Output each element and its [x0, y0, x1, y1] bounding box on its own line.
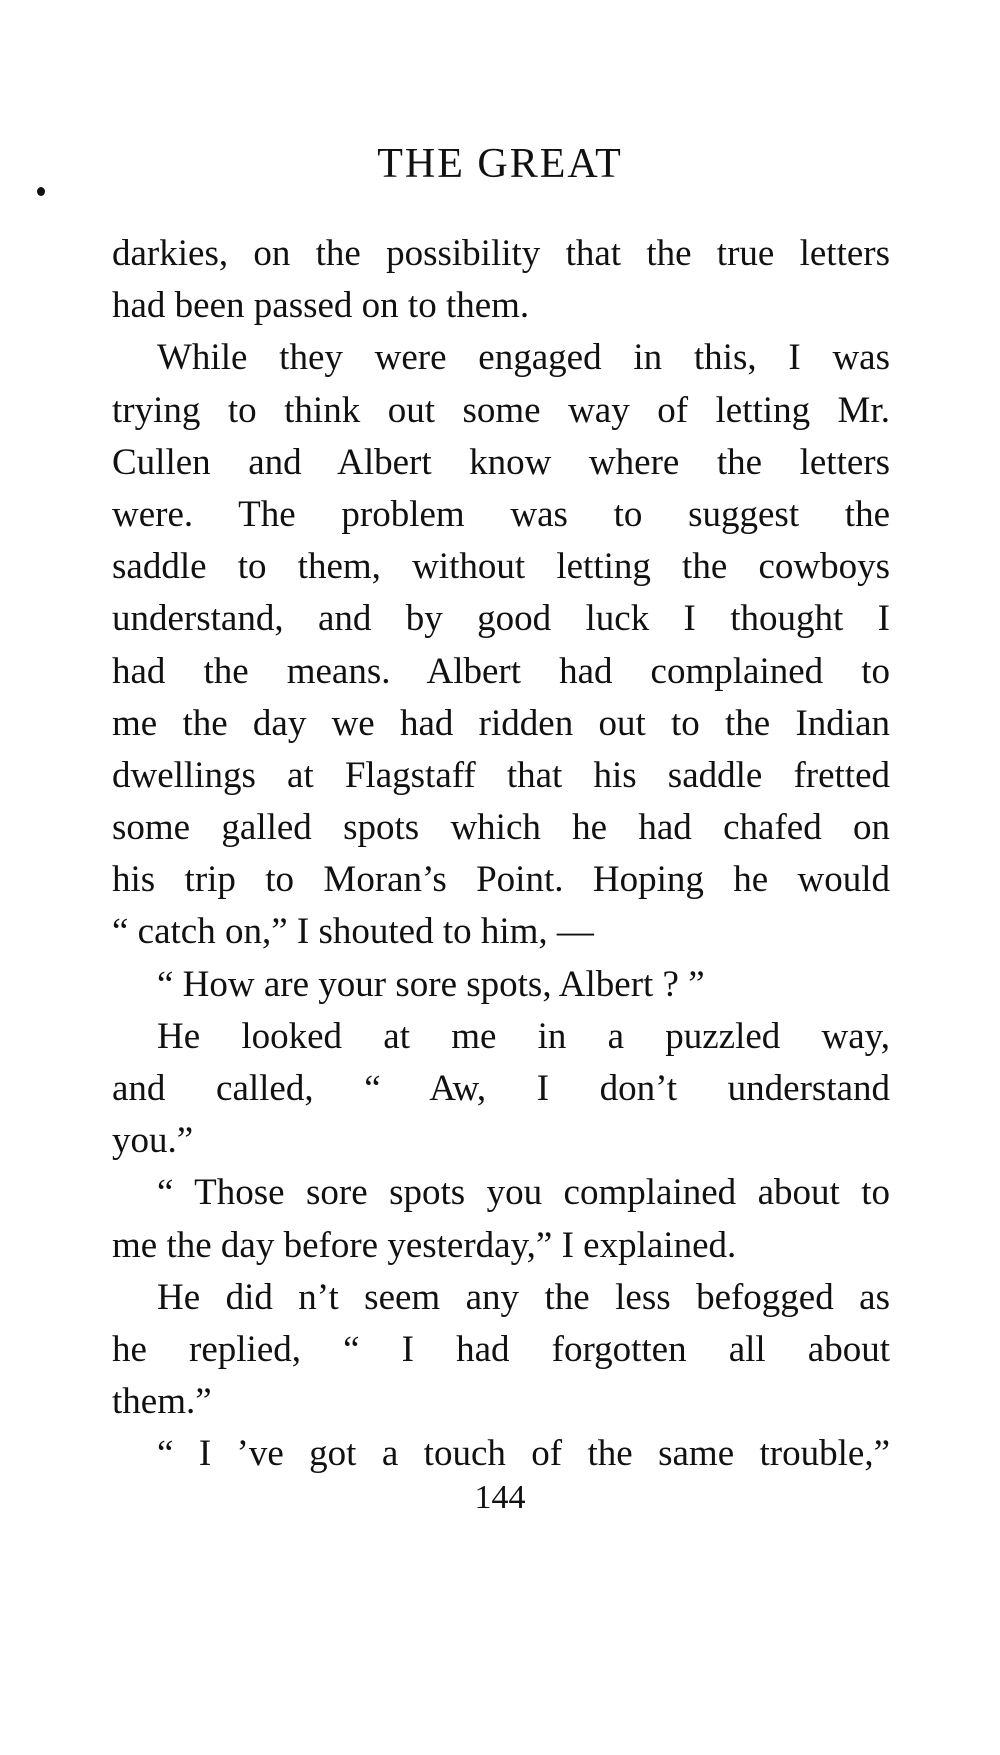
page-number: 144: [474, 1479, 526, 1516]
text-line: them.”: [112, 1381, 212, 1423]
body-text: [112, 228, 890, 1481]
text-line: “ catch on,” I shouted to him, —: [112, 911, 594, 953]
ink-speck: [37, 187, 45, 196]
text-line: had the means. Albert had complained to: [112, 650, 890, 692]
text-line: were. The problem was to suggest the: [112, 493, 890, 535]
text-line: some galled spots which he had chafed on: [112, 807, 890, 849]
text-line: “ I ’ve got a touch of the same trouble,”: [157, 1433, 890, 1475]
text-line: his trip to Moran’s Point. Hoping he would: [112, 859, 890, 901]
text-line: you.”: [112, 1120, 194, 1162]
text-line: understand, and by good luck I thought I: [112, 598, 890, 640]
text-line: He did n’t seem any the less befogged as: [157, 1276, 890, 1318]
text-line: dwellings at Flagstaff that his saddle fretted: [112, 754, 890, 796]
text-line: me the day we had ridden out to the Indian: [112, 702, 890, 744]
text-line: Cullen and Albert know where the letters: [112, 441, 890, 483]
text-line: had been passed on to them.: [112, 285, 530, 327]
running-head: THE GREAT: [377, 141, 623, 187]
text-line: me the day before yesterday,” I explained.: [112, 1224, 737, 1266]
text-line: He looked at me in a puzzled way,: [157, 1015, 890, 1057]
text-line: and called, “ Aw, I don’t understand: [112, 1068, 890, 1109]
text-line: saddle to them, without letting the cowboys: [112, 546, 890, 588]
text-line: While they were engaged in this, I was: [157, 337, 890, 379]
text-line: “ Those sore spots you complained about to: [157, 1172, 890, 1214]
text-line: trying to think out some way of letting Mr.: [112, 389, 890, 431]
text-line: “ How are your sore spots, Albert ? ”: [157, 963, 705, 1005]
text-line: darkies, on the possibility that the true letters: [112, 233, 890, 274]
text-line: he replied, “ I had forgotten all about: [112, 1328, 890, 1370]
